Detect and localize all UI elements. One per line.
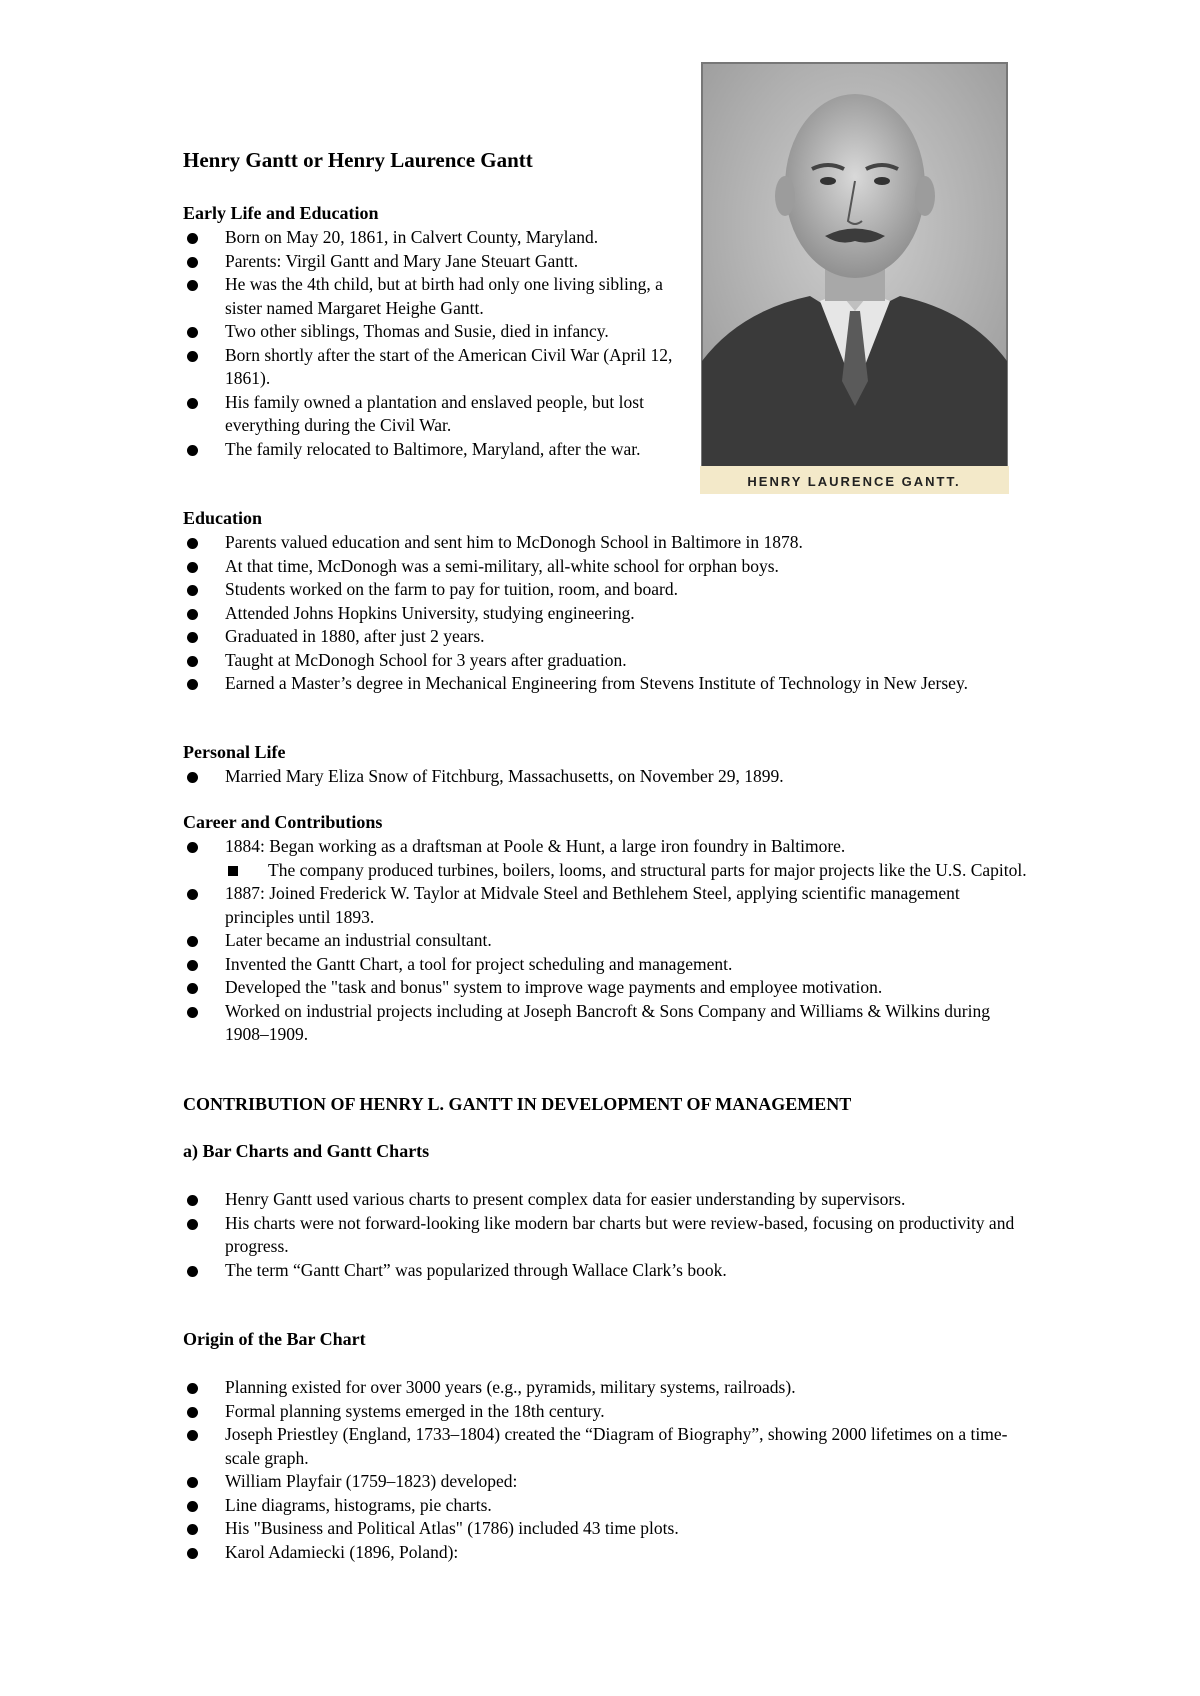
bullet-icon xyxy=(187,538,198,549)
list-item: Later became an industrial consultant. xyxy=(183,929,1028,953)
bullet-icon xyxy=(187,936,198,947)
list-item: Parents: Virgil Gantt and Mary Jane Steuart Gantt. xyxy=(183,250,683,274)
list-item: Two other siblings, Thomas and Susie, died in infancy. xyxy=(183,320,683,344)
contribution-heading: CONTRIBUTION OF HENRY L. GANTT IN DEVELOPMENT OF MANAGEMENT xyxy=(183,1094,852,1114)
bullet-icon xyxy=(187,1430,198,1441)
document-title: Henry Gantt or Henry Laurence Gantt xyxy=(183,148,533,172)
list-item: Worked on industrial projects including at Joseph Bancroft & Sons Company and Williams & Wilkins during 1908–1909. xyxy=(183,1000,1028,1047)
bullet-icon xyxy=(187,280,198,291)
bullet-icon xyxy=(187,1548,198,1559)
list-item: Developed the "task and bonus" system to improve wage payments and employee motivation. xyxy=(183,976,1028,1000)
bullet-icon xyxy=(187,1407,198,1418)
bullet-icon xyxy=(187,1195,198,1206)
list-item: Students worked on the farm to pay for tuition, room, and board. xyxy=(183,578,1013,602)
personal-list xyxy=(183,765,1013,789)
education-list xyxy=(183,531,1013,696)
early-life-list xyxy=(183,226,683,461)
bullet-icon xyxy=(187,772,198,783)
bullet-icon xyxy=(187,983,198,994)
bullet-icon xyxy=(187,585,198,596)
bullet-icon xyxy=(187,445,198,456)
list-item: He was the 4th child, but at birth had only one living sibling, a sister named Margaret Heighe Gantt. xyxy=(183,273,683,320)
list-item: Born shortly after the start of the American Civil War (April 12, 1861). xyxy=(183,344,683,391)
bullet-icon xyxy=(187,398,198,409)
section-heading-origin: Origin of the Bar Chart xyxy=(183,1329,366,1349)
sub-list-item: The company produced turbines, boilers, looms, and structural parts for major projects like the U.S. Capitol. xyxy=(183,859,1028,883)
section-heading-career: Career and Contributions xyxy=(183,812,383,832)
portrait-photo xyxy=(700,61,1009,494)
bullet-icon xyxy=(187,842,198,853)
list-item: Karol Adamiecki (1896, Poland): xyxy=(183,1541,1013,1565)
list-item: Joseph Priestley (England, 1733–1804) created the “Diagram of Biography”, showing 2000 lifetimes on a time-scale graph. xyxy=(183,1423,1013,1470)
list-item: Graduated in 1880, after just 2 years. xyxy=(183,625,1013,649)
bullet-icon xyxy=(187,257,198,268)
list-item: Born on May 20, 1861, in Calvert County, Maryland. xyxy=(183,226,683,250)
list-item: Taught at McDonogh School for 3 years after graduation. xyxy=(183,649,1013,673)
bullet-icon xyxy=(187,889,198,900)
bullet-icon xyxy=(187,327,198,338)
section-heading-bar-charts: a) Bar Charts and Gantt Charts xyxy=(183,1141,430,1161)
list-item: At that time, McDonogh was a semi-military, all-white school for orphan boys. xyxy=(183,555,1013,579)
bullet-icon xyxy=(187,656,198,667)
list-item: His "Business and Political Atlas" (1786) included 43 time plots. xyxy=(183,1517,1013,1541)
bullet-icon xyxy=(187,233,198,244)
origin-list xyxy=(183,1376,1013,1564)
list-item: Line diagrams, histograms, pie charts. xyxy=(183,1494,1013,1518)
list-item: His charts were not forward-looking like modern bar charts but were review-based, focusing on productivity and progress. xyxy=(183,1212,1033,1259)
list-item: Formal planning systems emerged in the 18th century. xyxy=(183,1400,1013,1424)
list-item: Parents valued education and sent him to McDonogh School in Baltimore in 1878. xyxy=(183,531,1013,555)
list-item: 1887: Joined Frederick W. Taylor at Midvale Steel and Bethlehem Steel, applying scientific management principles until 1893. xyxy=(183,882,1028,929)
bullet-icon xyxy=(187,351,198,362)
bullet-icon xyxy=(187,1219,198,1230)
list-item: The term “Gantt Chart” was popularized through Wallace Clark’s book. xyxy=(183,1259,1033,1283)
photo-caption: HENRY LAURENCE GANTT. xyxy=(747,474,961,489)
bullet-icon xyxy=(187,1524,198,1535)
bullet-icon xyxy=(187,679,198,690)
bullet-icon xyxy=(187,1383,198,1394)
section-heading-education: Education xyxy=(183,508,263,528)
career-list xyxy=(183,835,1028,1047)
bullet-icon xyxy=(187,1501,198,1512)
list-item: Earned a Master’s degree in Mechanical Engineering from Stevens Institute of Technology in New Jersey. xyxy=(183,672,1013,696)
list-item: Invented the Gantt Chart, a tool for project scheduling and management. xyxy=(183,953,1028,977)
list-item: His family owned a plantation and enslaved people, but lost everything during the Civil War. xyxy=(183,391,683,438)
bullet-icon xyxy=(187,1266,198,1277)
bullet-icon xyxy=(187,632,198,643)
bullet-icon xyxy=(187,609,198,620)
bullet-icon xyxy=(187,960,198,971)
section-heading-personal-life: Personal Life xyxy=(183,742,286,762)
list-item: Married Mary Eliza Snow of Fitchburg, Massachusetts, on November 29, 1899. xyxy=(183,765,1013,789)
list-item: 1884: Began working as a draftsman at Poole & Hunt, a large iron foundry in Baltimore. xyxy=(183,835,1028,859)
bullet-icon xyxy=(187,1007,198,1018)
list-item: Planning existed for over 3000 years (e.g., pyramids, military systems, railroads). xyxy=(183,1376,1013,1400)
list-item: William Playfair (1759–1823) developed: xyxy=(183,1470,1013,1494)
bullet-icon xyxy=(187,562,198,573)
list-item: Henry Gantt used various charts to present complex data for easier understanding by supervisors. xyxy=(183,1188,1033,1212)
list-item: The family relocated to Baltimore, Maryland, after the war. xyxy=(183,438,683,462)
bar-charts-list xyxy=(183,1188,1033,1282)
list-item: Attended Johns Hopkins University, studying engineering. xyxy=(183,602,1013,626)
section-heading-early-life: Early Life and Education xyxy=(183,203,379,223)
square-bullet-icon xyxy=(228,866,238,876)
bullet-icon xyxy=(187,1477,198,1488)
